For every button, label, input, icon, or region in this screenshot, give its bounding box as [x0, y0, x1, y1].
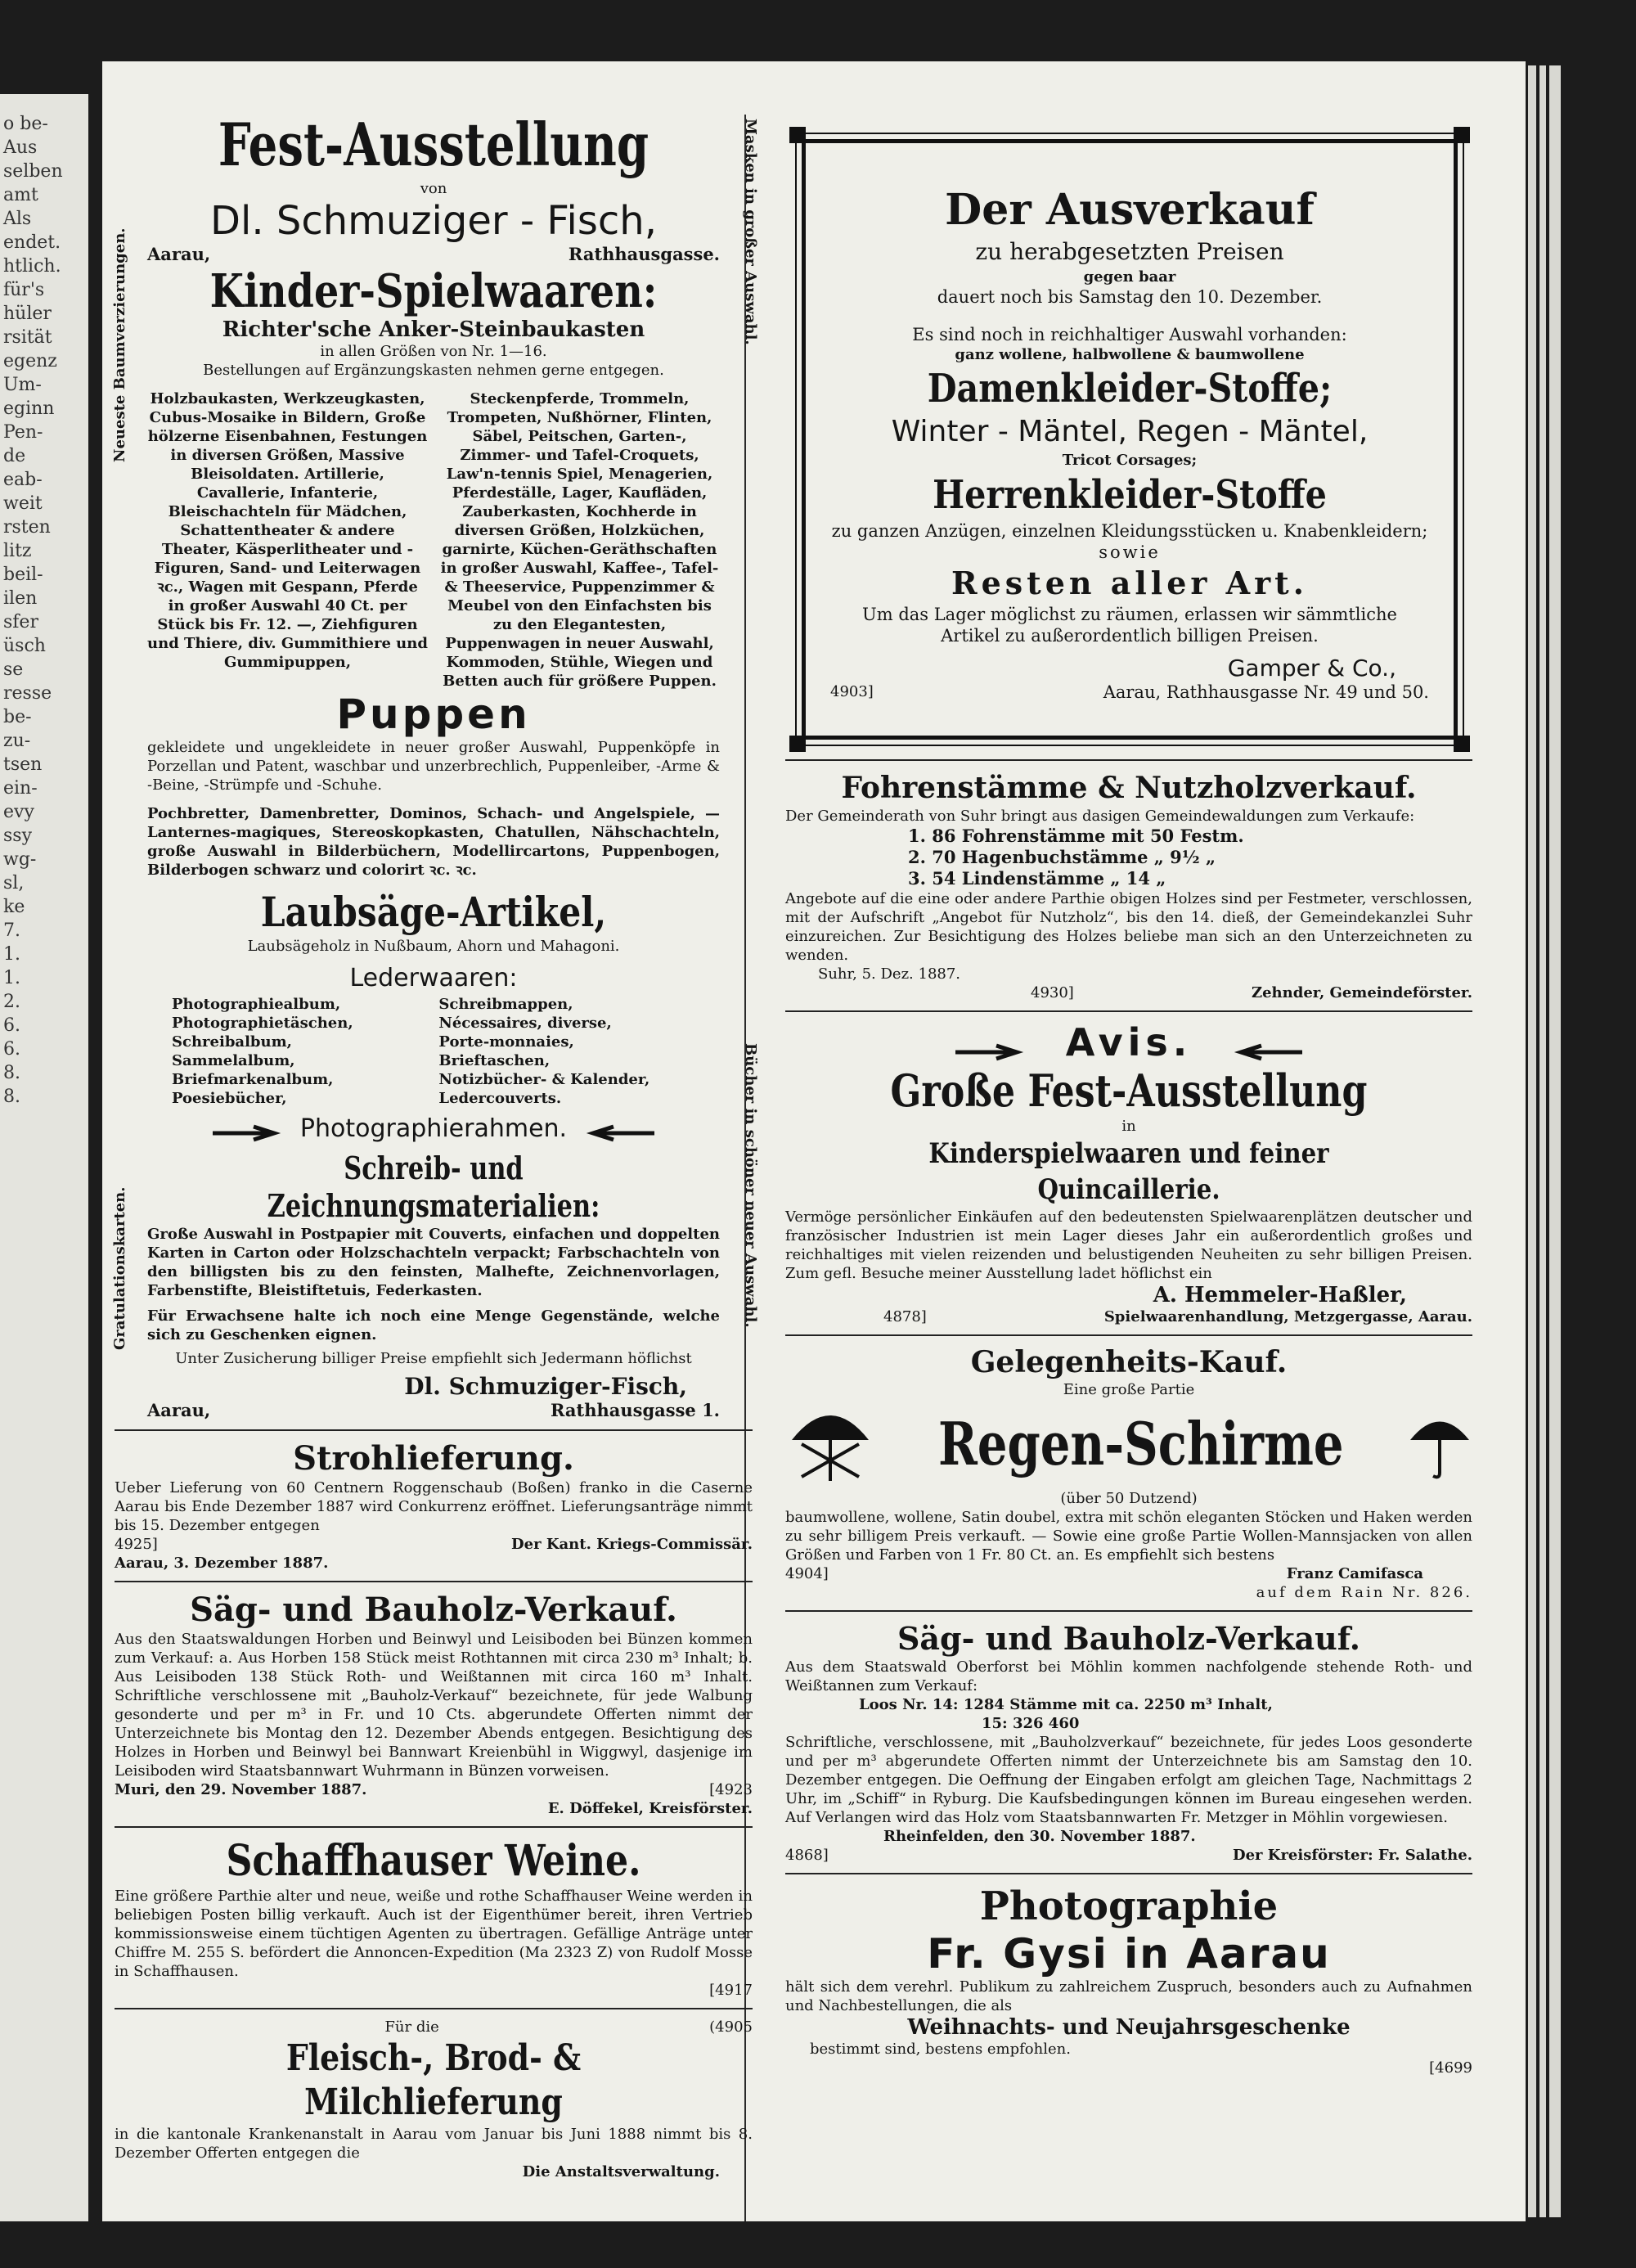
pointing-hand-icon	[213, 1123, 286, 1143]
margin-text-fragment: amt	[3, 185, 38, 205]
list-item: 2. 70 Hagenbuchstämme „ 9½ „	[908, 847, 1216, 867]
margin-text-fragment: Pen-	[3, 422, 43, 443]
ad-title: Photographie	[979, 1883, 1279, 1929]
list-item: Poesiebücher,	[172, 1090, 287, 1107]
margin-text-fragment: ssy	[3, 826, 33, 846]
page-edge	[1528, 65, 1536, 2217]
margin-text-fragment: zu-	[3, 731, 31, 751]
vertical-label: Gratulationskarten.	[111, 1186, 128, 1350]
ad-text: zu ganzen Anzügen, einzelnen Kleidungsstücken u. Knabenkleidern;	[831, 521, 1428, 541]
firm-name: Dl. Schmuziger - Fisch,	[210, 198, 657, 244]
city: Aarau,	[147, 1400, 211, 1420]
ad-title: Fleisch-, Brod- & Milchlieferung	[285, 2037, 582, 2123]
margin-text-fragment: 6.	[3, 1039, 20, 1060]
ad-text: Für die	[384, 2018, 439, 2036]
ad-title: Große Fest-Ausstellung	[890, 1064, 1368, 1117]
ad-number: 4925]	[115, 1536, 158, 1553]
ad-gelegenheitskauf	[785, 1344, 1472, 1602]
firm-name: Fr. Gysi in Aarau	[927, 1930, 1331, 1978]
margin-text-fragment: 1.	[3, 944, 20, 965]
margin-text-fragment: hüler	[3, 304, 52, 324]
ad-title: Fohrenstämme & Nutzholzverkauf.	[841, 771, 1417, 805]
margin-text-fragment: se	[3, 659, 24, 680]
ad-schaffhauser-weine	[115, 1836, 753, 2000]
ad-text: bestimmt sind, bestens empfohlen.	[810, 2041, 1071, 2058]
headline: Photographierahmen.	[299, 1114, 568, 1143]
ad-text: Eine größere Parthie alter und neue, weiße und rothe Schaffhauser Weine werden in beliebigen Posten billig verkauft. Auch ist der Eigenthümer bereit, ihren Vertrieb kommissionsweise einem tüchtigen Agenten zu übertragen. Gefällige Anträge unter Chiffre M. 255 S. befördert die Annoncen-Expedition (Ma 2323 Z) von Rudolf Mosse in Schaffhausen.	[115, 1888, 753, 1980]
list-item: Photographietäschen,	[172, 1015, 353, 1032]
signature: Dl. Schmuziger-Fisch,	[404, 1373, 687, 1400]
date: Rheinfelden, den 30. November 1887.	[883, 1828, 1196, 1845]
date: Aarau, 3. Dezember 1887.	[115, 1555, 329, 1572]
ad-text: Angebote auf die eine oder andere Parthie obigen Holzes sind per Festmeter, verschlossen, mit der Aufschrift „Angebot für Nutzholz“, bis den 14. dieß, der Gemeindekanzlei Suhr einzureichen. Zur Besichtigung des Holzes beliebe man sich an den Unterzeichneten zu wenden.	[785, 890, 1472, 964]
ad-text: Aus den Staatswaldungen Horben und Beinwyl und Leisiboden bei Bünzen kommen zum Verkauf: a. Aus Horben 158 Stück meist Rothtannen mit circa 230 m³ Inhalt; b. Aus Leisiboden 138 Stück Roth- und Weißtannen mit circa 160 m³ Inhalt. Schriftliche verschlossene mit „Bauholz-Verkauf“ bezeichnete, für jede Walbung gesonderte und per m³ in Fr. und 10 Cts. abgerundete Offerten nimmt der Unterzeichnete bis Montag den 12. Dezember Abends entgegen. Besichtigung des Holzes in Horben und Beinwyl bei Bannwart Kreienbühl in Wiggwyl, dasjenige im Leisiboden wird Staatsbannwart Wuhrmann in Bünzen vorweisen.	[115, 1631, 753, 1780]
ad-text: (über 50 Dutzend)	[1060, 1490, 1198, 1507]
margin-text-fragment: be-	[3, 707, 32, 727]
list-item: Schreibmappen,	[438, 996, 573, 1013]
ad-text: Schriftliche, verschlossene, mit „Bauholzverkauf“ bezeichnete, für jedes Loos gesonderte und per m³ abgerundete Offerten nimmt der Unterzeichnete bis am Samstag den 10. Dezember entgegen. Die Oeffnung der Eingaben erfolgt am gleichen Tage, Nachmittags 2 Uhr, im „Schiff“ in Ryburg. Die Kaufsbedingungen können im Bureau eingesehen werden. Auf Verlangen wird das Holz vom Staatsbannwarten Fr. Metzger in Möhlin vorgewiesen.	[785, 1734, 1472, 1826]
ad-text: Aus dem Staatswald Oberforst bei Möhlin kommen nachfolgende stehende Roth- und Weißtannen zum Verkauf:	[785, 1658, 1472, 1694]
pointing-hand-icon	[1229, 1042, 1302, 1062]
ad-title: Schaffhauser Weine.	[226, 1836, 641, 1886]
list-item: Schreibalbum,	[172, 1033, 292, 1051]
lot-line: 15: 326 460	[982, 1715, 1080, 1732]
leather-list	[438, 995, 695, 1108]
ad-text: Ueber Lieferung von 60 Centnern Roggenschaub (Boßen) franko in die Caserne Aarau bis Ende Dezember 1887 wird Conkurrenz eröffnet. Lieferungsanträge nimmt bis 15. Dezember entgegen	[115, 1479, 753, 1534]
headline: Resten aller Art.	[951, 565, 1308, 601]
headline: Avis.	[1065, 1020, 1193, 1064]
list-item: Porte-monnaies,	[438, 1033, 574, 1051]
headline: Weihnachts- und Neujahrsgeschenke	[907, 2015, 1351, 2040]
date: Suhr, 5. Dez. 1887.	[818, 965, 961, 983]
firm-name: Gamper & Co.,	[1227, 655, 1396, 682]
city: Aarau,	[147, 244, 211, 264]
list-item: Ledercouverts.	[438, 1090, 562, 1107]
margin-text-fragment: evy	[3, 802, 34, 822]
margin-text-fragment: htlich.	[3, 256, 61, 277]
ad-title: Strohlieferung.	[293, 1439, 574, 1478]
margin-text-fragment: ilen	[3, 588, 38, 609]
left-column	[111, 110, 759, 2181]
margin-text-fragment: ein-	[3, 778, 38, 799]
address: Spielwaarenhandlung, Metzgergasse, Aarau.	[1103, 1308, 1472, 1325]
subheadline: Richter'sche Anker-Steinbaukasten	[222, 317, 645, 342]
ad-text: Der Gemeinderath von Suhr bringt aus dasigen Gemeindewaldungen zum Verkaufe:	[785, 808, 1415, 825]
ad-text: Große Auswahl in Postpapier mit Couverts, einfachen und doppelten Karten in Carton oder Holzschachteln verpackt; Farbschachteln von den billigsten bis zu den feinsten, Malhefte, Zeichnenvorlagen, Farbenstifte, Bleistiftetuis, Federkasten.	[147, 1226, 720, 1299]
ad-saeg-bauholz-2	[785, 1620, 1472, 1865]
margin-text-fragment: tsen	[3, 754, 43, 775]
headline: Damenkleider-Stoffe;	[927, 366, 1333, 412]
umbrella-icon	[1407, 1407, 1472, 1481]
headline: Herrenkleider-Stoffe	[933, 472, 1327, 518]
ad-number: (4905	[709, 2018, 753, 2036]
leather-list	[172, 995, 429, 1108]
ad-number: 4930]	[1031, 984, 1074, 1001]
margin-text-fragment: Als	[3, 209, 32, 229]
margin-text-fragment: sl,	[3, 873, 25, 893]
margin-text-fragment: 7.	[3, 920, 20, 941]
ad-text: Laubsägeholz in Nußbaum, Ahorn und Mahagoni.	[247, 938, 620, 955]
headline: Regen-Schirme	[938, 1409, 1344, 1478]
ad-text: hält sich dem verehrl. Publikum zu zahlreichem Zuspruch, besonders auch zu Aufnahmen und Nachbestellungen, die als	[785, 1978, 1472, 2014]
ad-text: gekleidete und ungekleidete in neuer großer Auswahl, Puppenköpfe in Porzellan und Patent, waschbar und unzerbrechlich, Puppenleiber, -Arme & -Beine, -Strümpfe und -Schuhe.	[147, 739, 720, 794]
ad-number: 4868]	[785, 1847, 829, 1864]
lot-list	[785, 826, 1472, 889]
ad-text: dauert noch bis Samstag den 10. Dezember.	[937, 287, 1323, 307]
ad-fest-ausstellung	[111, 110, 759, 1421]
ad-text: baumwollene, wollene, Satin doubel, extra mit schön eleganten Stöcken und Haken werden zu sehr billigem Preis verkauft. — Sowie eine große Partie Wollen-Mannsjacken von allen Größen und Farben von 1 Fr. 80 Ct. an. Es empfiehlt sich bestens	[785, 1509, 1472, 1564]
ad-number: [4699	[1429, 2059, 1472, 2077]
ad-text: Vermöge persönlicher Einkäufen auf den bedeutensten Spielwaarenplätzen deutscher und französischer Industrien ist mein Lager dieses Jahr ein außerordentlich großes und reichhaltiges mit vielen reizenden und belustigenden Neuheiten zu sehr billigen Preisen. Zum gefl. Besuche meiner Ausstellung ladet höflichst ein	[785, 1208, 1472, 1282]
margin-text-fragment: üsch	[3, 636, 46, 656]
vertical-label: Bücher in schöner neuer Auswahl.	[742, 1043, 759, 1328]
newspaper-page	[102, 61, 1526, 2221]
ad-title: Gelegenheits-Kauf.	[970, 1345, 1288, 1379]
margin-text-fragment: 1.	[3, 968, 20, 988]
ad-title: Der Ausverkauf	[945, 185, 1315, 235]
margin-text-fragment: weit	[3, 493, 43, 514]
address: auf dem Rain Nr. 826.	[1256, 1584, 1472, 1601]
headline: Kinder-Spielwaaren:	[209, 264, 658, 318]
ad-text: Eine große Partie	[1063, 1381, 1195, 1398]
list-item: Nécessaires, diverse,	[438, 1015, 612, 1032]
signature: Der Kreisförster: Fr. Salathe.	[1232, 1847, 1472, 1864]
page-edge	[1549, 65, 1561, 2217]
list-item: Briefmarkenalbum,	[172, 1071, 334, 1088]
margin-text-fragment: rsität	[3, 327, 52, 348]
ad-text: in die kantonale Krankenanstalt in Aarau vom Januar bis Juni 1888 nimmt bis 8. Dezember Offerten entgegen die	[115, 2126, 753, 2162]
headline: Schreib- und Zeichnungsmaterialien:	[267, 1150, 600, 1224]
margin-text-fragment: ke	[3, 897, 25, 917]
ad-avis	[785, 1020, 1472, 1326]
date: Muri, den 29. November 1887.	[115, 1781, 367, 1798]
product-list: Holzbaukasten, Werkzeugkasten, Cubus-Mosaike in Bildern, Große hölzerne Eisenbahnen, Festungen in diversen Größen, Massive Bleisoldaten. Artillerie, Cavallerie, Infanterie, Bleischachteln für Mädchen, Schattentheater & andere Theater, Käsperlitheater und -Figuren, Sand- und Leiterwagen ꝛc., Wagen mit Gespann, Pferde in großer Auswahl 40 Ct. per Stück bis Fr. 12. —, Ziehfiguren und Thiere, div. Gummithiere und Gummipuppen,	[147, 390, 428, 671]
margin-text-fragment: egenz	[3, 351, 57, 371]
margin-text-fragment: 2.	[3, 992, 20, 1012]
ad-text: von	[420, 180, 447, 197]
margin-text-fragment: für's	[3, 280, 45, 300]
ad-text: Tricot Corsages;	[1062, 452, 1198, 469]
margin-text-fragment: Aus	[3, 137, 38, 158]
ad-fleisch-brod-milch	[115, 2018, 753, 2181]
umbrella-icon	[785, 1399, 875, 1489]
ad-text: Pochbretter, Damenbretter, Dominos, Schach- und Angelspiele, — Lanternes-magiques, Stereoskopkasten, Chatullen, Nähschachteln, große Auswahl in Bilderbüchern, Modellircartons, Puppenbogen, Bilderbogen schwarz und colorirt ꝛc. ꝛc.	[147, 805, 720, 879]
signature: E. Döffekel, Kreisförster.	[547, 1800, 753, 1817]
margin-text-fragment: o be-	[3, 114, 48, 134]
ad-text: Für Erwachsene halte ich noch eine Menge Gegenstände, welche sich zu Geschenken eignen.	[147, 1307, 720, 1343]
ad-text: Um das Lager möglichst zu räumen, erlassen wir sämmtliche Artikel zu außerordentlich billigen Preisen.	[862, 605, 1397, 646]
ad-number: 4903]	[830, 683, 874, 700]
lot-line: Loos Nr. 14: 1284 Stämme mit ca. 2250 m³ Inhalt,	[859, 1696, 1273, 1713]
ad-text: Bestellungen auf Ergänzungskasten nehmen gerne entgegen.	[203, 362, 664, 379]
ad-text: zu herabgesetzten Preisen	[975, 238, 1284, 265]
margin-text-fragment: eab-	[3, 470, 43, 490]
ad-number: [4917	[709, 1982, 753, 1999]
ad-strohlieferung	[115, 1439, 753, 1573]
signature: Die Anstaltsverwaltung.	[522, 2163, 720, 2180]
right-column	[785, 131, 1472, 2077]
margin-text-fragment: eginn	[3, 398, 55, 419]
margin-text-fragment: wg-	[3, 849, 37, 870]
ad-text: gegen baar	[1083, 268, 1176, 286]
ad-title: Fest-Ausstellung	[218, 110, 649, 179]
vertical-label: Masken in großer Auswahl.	[742, 119, 759, 345]
margin-text-fragment: Um-	[3, 375, 42, 395]
ad-title: Säg- und Bauholz-Verkauf.	[190, 1591, 677, 1629]
signature: Zehnder, Gemeindeförster.	[1251, 984, 1472, 1001]
ad-ausverkauf	[802, 139, 1458, 740]
left-page-margin	[0, 94, 88, 2221]
margin-text-fragment: selben	[3, 161, 63, 182]
headline: Laubsäge-Artikel,	[260, 888, 607, 936]
margin-text-fragment: 8.	[3, 1063, 20, 1083]
ad-fohrenstaemme	[785, 769, 1472, 1002]
ad-photographie	[785, 1883, 1472, 2077]
ad-text: Unter Zusicherung billiger Preise empfiehlt sich Jedermann höflichst	[175, 1350, 692, 1367]
list-item: Photographiealbum,	[172, 996, 341, 1013]
margin-text-fragment: resse	[3, 683, 52, 704]
ad-text: in allen Größen von Nr. 1—16.	[320, 343, 547, 360]
ad-saeg-bauholz	[115, 1591, 753, 1818]
product-list: Steckenpferde, Trommeln, Trompeten, Nußhörner, Flinten, Säbel, Peitschen, Garten-, Zimmer- und Tafel-Croquets, Law'n-tennis Spiel, Menagerien, Pferdeställe, Lager, Kaufläden, Zauberkasten, Kochherde in diversen Größen, Holzküchen, garnirte, Küchen-Geräthschaften in großer Auswahl, Kaffee-, Tafel- & Theeservice, Puppenzimmer & Meubel von den Einfachsten bis zu den Elegantesten, Puppenwagen in neuer Auswahl, Kommoden, Stühle, Wiegen und Betten auch für größere Puppen.	[440, 390, 719, 690]
page-edge	[1539, 65, 1546, 2217]
margin-text-fragment: sfer	[3, 612, 38, 632]
signature: Der Kant. Kriegs-Commissär.	[511, 1536, 753, 1553]
margin-text-fragment: litz	[3, 541, 32, 561]
pointing-hand-icon	[581, 1123, 654, 1143]
list-item: 1. 86 Fohrenstämme mit 50 Festm.	[908, 826, 1244, 846]
ad-text: in	[1121, 1118, 1136, 1135]
signature: Franz Camifasca	[1286, 1565, 1423, 1582]
headline: Winter - Mäntel, Regen - Mäntel,	[891, 415, 1369, 448]
ad-text: ganz wollene, halbwollene & baumwollene	[955, 346, 1305, 363]
headline: Puppen	[336, 691, 531, 738]
list-item: Sammelalbum,	[172, 1052, 295, 1069]
list-item: Notizbücher- & Kalender,	[438, 1071, 650, 1088]
ad-text: sowie	[1099, 542, 1161, 562]
street: Rathhausgasse 1.	[550, 1400, 720, 1420]
headline: Lederwaaren:	[349, 964, 518, 992]
margin-text-fragment: de	[3, 446, 26, 466]
margin-text-fragment: beil-	[3, 565, 43, 585]
margin-text-fragment: endet.	[3, 232, 61, 253]
list-item: Brieftaschen,	[438, 1052, 551, 1069]
ad-number: 4904]	[785, 1565, 829, 1582]
ad-title: Säg- und Bauholz-Verkauf.	[897, 1620, 1361, 1657]
list-item: 3. 54 Lindenstämme „ 14 „	[908, 868, 1166, 889]
ad-number: 4878]	[883, 1308, 927, 1325]
ad-text: Es sind noch in reichhaltiger Auswahl vorhanden:	[912, 325, 1347, 344]
ad-number: [4923	[709, 1781, 753, 1798]
address: Aarau, Rathhausgasse Nr. 49 und 50.	[1103, 682, 1429, 702]
margin-text-fragment: 6.	[3, 1015, 20, 1036]
street: Rathhausgasse.	[568, 244, 720, 264]
margin-text-fragment: rsten	[3, 517, 51, 538]
vertical-label: Neueste Baumverzierungen.	[111, 227, 128, 462]
headline: Kinderspielwaaren und feiner Quincaillerie.	[928, 1137, 1329, 1206]
margin-text-fragment: 8.	[3, 1087, 20, 1107]
firm-name: A. Hemmeler-Haßler,	[1153, 1283, 1407, 1307]
pointing-hand-icon	[955, 1042, 1029, 1062]
